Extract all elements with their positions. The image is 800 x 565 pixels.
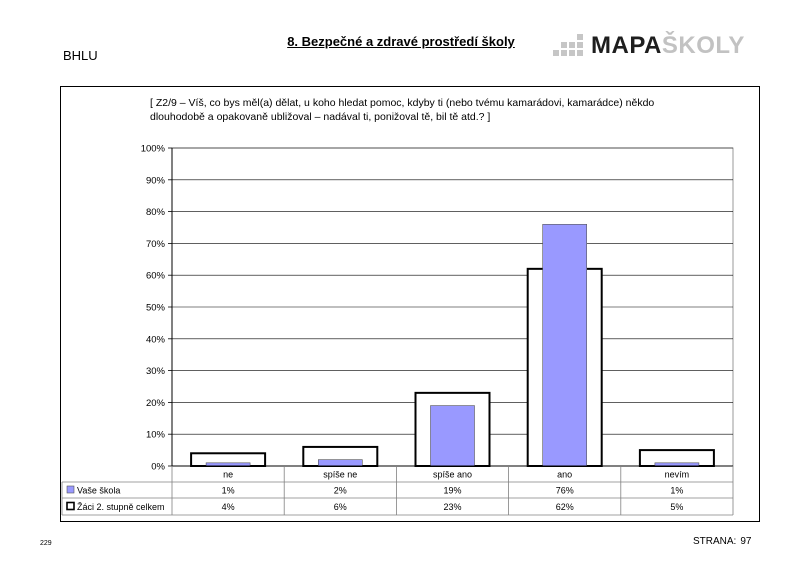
legend-key-vase-skola — [67, 486, 74, 493]
y-tick-label: 20% — [145, 397, 165, 409]
page-label-text: STRANA: — [693, 536, 737, 547]
category-label: nevím — [664, 469, 690, 480]
y-tick-label: 60% — [145, 270, 165, 282]
y-tick-label: 100% — [140, 143, 165, 155]
bar-vase-skola — [431, 406, 475, 466]
logo-text-part2: ŠKOLY — [661, 32, 745, 59]
category-label: ano — [557, 469, 573, 480]
y-tick-label: 0% — [151, 461, 165, 473]
data-label-celkem: 5% — [670, 502, 684, 512]
data-label-celkem: 62% — [555, 502, 574, 512]
page-value: 97 — [740, 536, 752, 547]
y-tick-label: 90% — [145, 175, 165, 187]
page-label — [693, 536, 751, 547]
category-label: spíše ano — [432, 469, 473, 480]
data-label-celkem: 4% — [221, 502, 235, 512]
data-label-vase-skola: 1% — [670, 485, 684, 496]
legend-label-celkem: Žáci 2. stupně celkem — [77, 502, 165, 512]
data-label-vase-skola: 1% — [221, 485, 235, 496]
data-label-vase-skola: 76% — [555, 485, 574, 496]
y-tick-label: 10% — [145, 429, 165, 441]
legend-key-celkem — [67, 503, 74, 510]
section-title: 8. Bezpečné a zdravé prostředí školy — [287, 34, 515, 49]
category-label: spíše ne — [323, 469, 358, 480]
logo-text-part1: MAPA — [591, 32, 662, 59]
y-tick-label: 50% — [145, 302, 165, 314]
y-tick-label: 30% — [145, 366, 165, 378]
question-text: [ Z2/9 – Víš, co bys měl(a) dělat, u koho hledat pomoc, kdyby ti (nebo tvému kamarádovi, kamarádce) někdo dlouhodobě a opakovaně ubližoval – nadával ti, ponižoval tě, bil tě atd.? ] — [150, 97, 655, 123]
data-label-vase-skola: 19% — [443, 485, 462, 496]
page-number: 229 — [40, 540, 52, 547]
data-label-celkem: 23% — [443, 502, 462, 512]
legend-label-vase-skola: Vaše škola — [77, 485, 121, 496]
y-tick-label: 80% — [145, 207, 165, 219]
category-label: ne — [223, 469, 234, 480]
data-label-vase-skola: 2% — [333, 485, 347, 496]
school-code: BHLU — [63, 48, 98, 63]
bar-vase-skola — [543, 224, 587, 466]
data-label-celkem: 6% — [333, 502, 347, 512]
bar-vase-skola — [318, 460, 362, 466]
y-tick-label: 40% — [145, 334, 165, 346]
y-tick-label: 70% — [145, 238, 165, 250]
